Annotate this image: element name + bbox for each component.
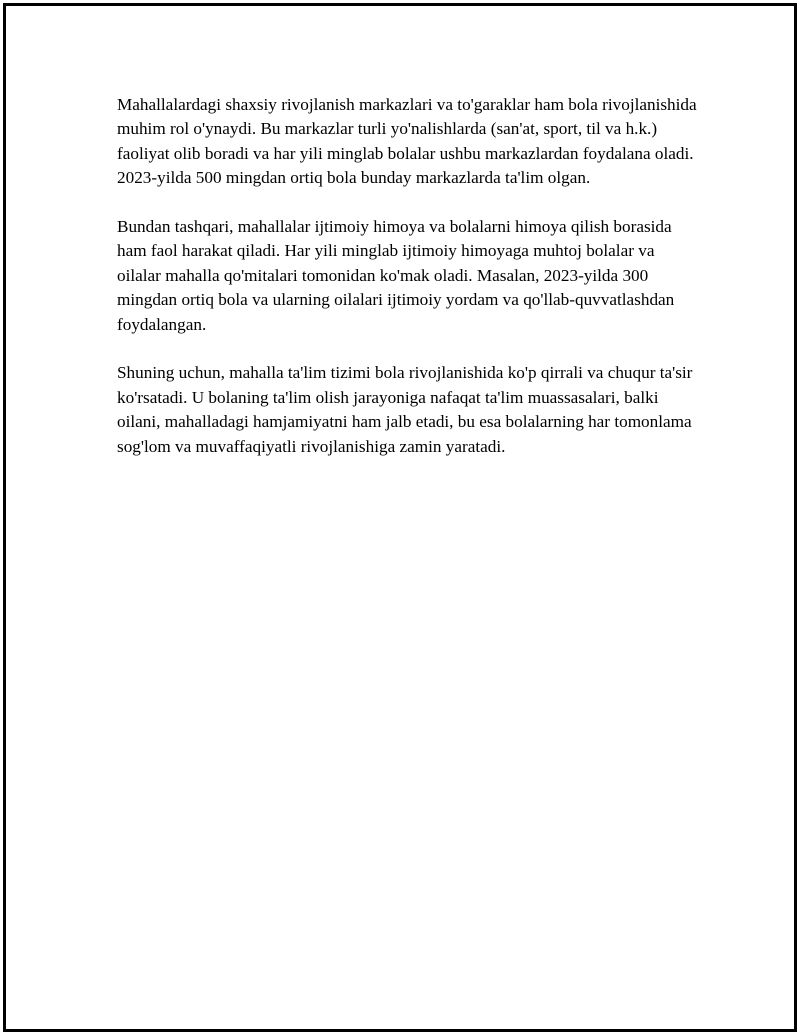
paragraph-2: Bundan tashqari, mahallalar ijtimoiy himoya va bolalarni himoya qilish borasida ham faol harakat qiladi. Har yili minglab ijtimoiy himoyaga muhtoj bolalar va oilalar mahalla qo'mitalari tomonidan ko'mak oladi. Masalan, 2023-yilda 300 mingdan ortiq bola va ularning oilalari ijtimoiy yordam va qo'llab-quvvatlashdan foydalangan. <box>117 217 675 334</box>
paragraph-3: Shuning uchun, mahalla ta'lim tizimi bola rivojlanishida ko'p qirrali va chuqur ta'sir ko'rsatadi. U bolaning ta'lim olish jarayoniga nafaqat ta'lim muassasalari, balki oilani, mahalladagi hamjamiyatni ham jalb etadi, bu esa bolalarning har tomonlama sog'lom va muvaffaqiyatli rivojlanishiga zamin yaratadi. <box>117 363 693 456</box>
paragraph-1: Mahallalardagi shaxsiy rivojlanish markazlari va to'garaklar ham bola rivojlanishida muhim rol o'ynaydi. Bu markazlar turli yo'nalishlarda (san'at, sport, til va h.k.) faoliyat olib boradi va har yili minglab bolalar ushbu markazlardan foydalana oladi. 2023-yilda 500 mingdan ortiq bola bunday markazlarda ta'lim olgan. <box>117 95 697 188</box>
document-body <box>117 93 697 483</box>
